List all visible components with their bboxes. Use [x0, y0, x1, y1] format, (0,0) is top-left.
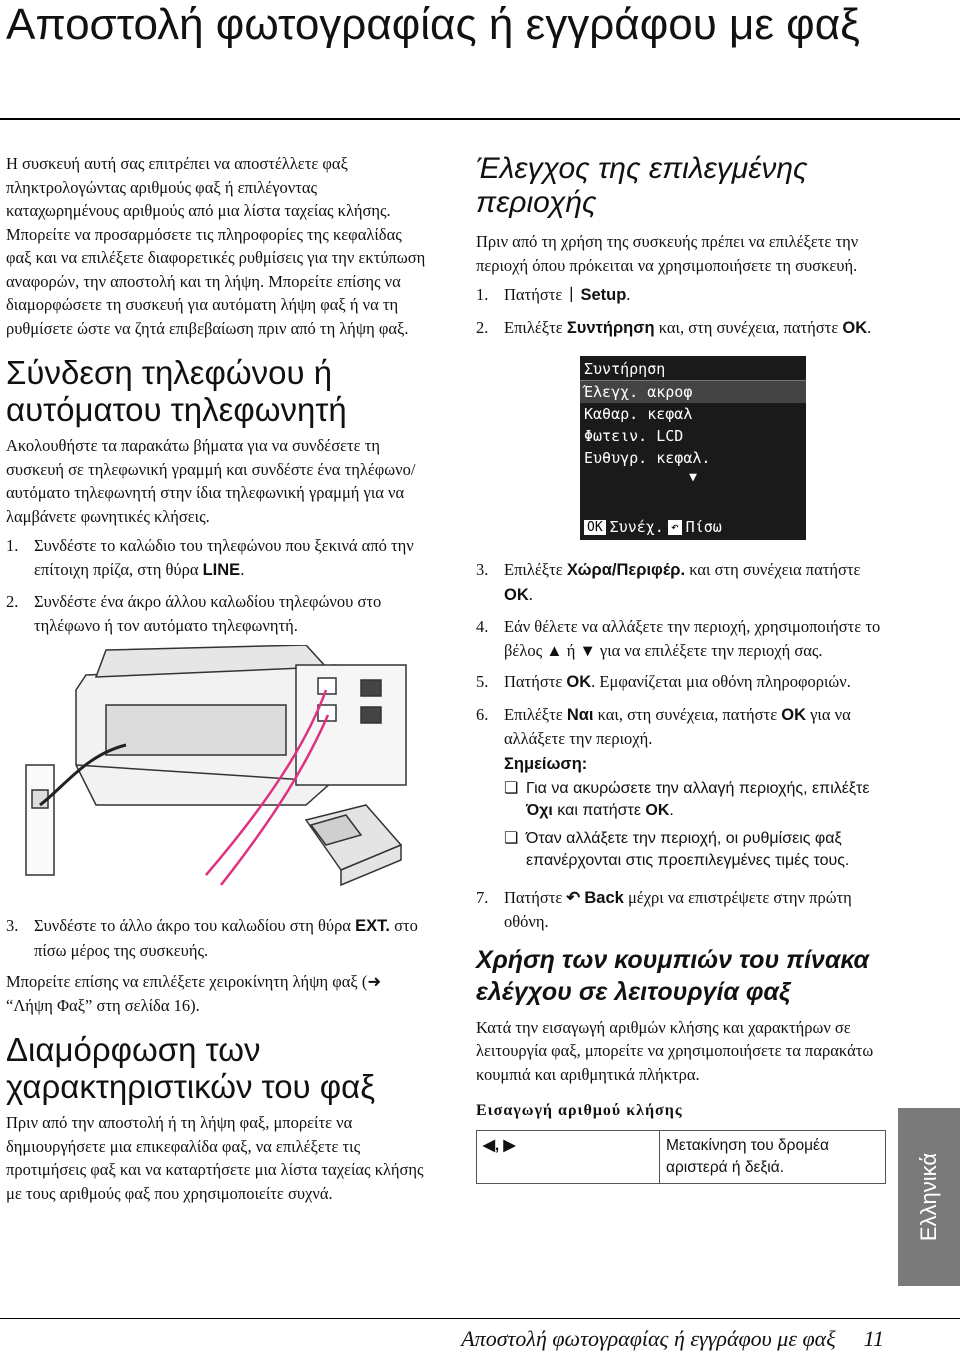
region-step-5 — [476, 670, 886, 695]
step-text: Συνδέστε το καλώδιο του τηλεφώνου που ξεκινά από την επίτοιχη πρίζα, στη θύρα LINE. — [34, 536, 414, 579]
footer-title: Αποστολή φωτογραφίας ή εγγράφου με φαξ — [461, 1326, 836, 1351]
page-title: Αποστολή φωτογραφίας ή εγγράφου με φαξ — [6, 0, 860, 49]
step-3 — [6, 914, 426, 962]
checkbox-bullet-icon: ❏ — [504, 779, 519, 797]
key-cell: ◀, ▶ — [477, 1131, 660, 1184]
heading-setup: Διαμόρφωση των χαρακτηριστικών του φαξ — [6, 1031, 376, 1105]
setup-paragraph: Πριν από την αποστολή ή τη λήψη φαξ, μπορείτε να δημιουργήσετε μια επικεφαλίδα φαξ, να επιλέξετε τις προτιμήσεις φαξ και να καταρτήσετε μια λίστα ταχείας κλήσης με τους αριθμούς φαξ που χρησιμοποιείτε συχνά. — [6, 1113, 424, 1203]
region-intro: Πριν από τη χρήση της συσκευής πρέπει να επιλέξετε την περιοχή όπου πρόκειται να χρησιμοποιήσετε τη συσκευή. — [476, 232, 859, 275]
region-step-7 — [476, 886, 886, 934]
bottom-rule — [0, 1318, 960, 1319]
step-text: Πατήστε OK. Εμφανίζεται μια οθόνη πληροφοριών. — [504, 672, 851, 691]
setup-icon: ᛁ — [566, 286, 577, 304]
intro-paragraph: Η συσκευή αυτή σας επιτρέπει να αποστέλλετε φαξ πληκτρολογώντας αριθμούς φαξ ή επιλέγοντας καταχωρημένους αριθμούς από μια λίστα ταχείας κλήσης. Μπορείτε να προσαρμόσετε τις πληροφορίες της κεφαλίδας φαξ και να επιλέξετε διαφορετικές ρυθμίσεις για την εκτύπωση αναφορών, την αποστολή και τη λήψη. Μπορείτε επίσης να διαμορφώσετε τη συσκευή για αυτόματη λήψη φαξ ή να τη ρυθμίσετε ώστε να ζητά επιβεβαίωση πριν από τη λήψη φαξ. — [6, 154, 426, 338]
step-number: 4. — [476, 617, 489, 636]
lcd-menu-item[interactable]: Ευθυγρ. κεφαλ. — [584, 449, 711, 467]
step-text: Συνδέστε ένα άκρο άλλου καλωδίου τηλεφώνου στο τηλέφωνο ή τον αυτόματο τηλεφωνητή. — [34, 592, 382, 635]
port-panel — [296, 665, 406, 785]
printer-connection-illustration — [6, 645, 426, 910]
lcd-menu-item[interactable]: Καθαρ. κεφαλ — [584, 405, 693, 423]
ok-label: Συνέχ. — [609, 518, 664, 536]
keys-table — [476, 1130, 886, 1184]
page-footer — [461, 1324, 884, 1354]
ok-key-icon: OK — [584, 520, 606, 535]
step-text: Επιλέξτε Ναι και, στη συνέχεια, πατήστε OK για να αλλάξετε την περιοχή. — [504, 704, 851, 748]
step-number: 1. — [476, 285, 489, 304]
region-step-6 — [476, 703, 886, 878]
step-text: Εάν θέλετε να αλλάξετε την περιοχή, χρησιμοποιήστε το βέλος ▲ ή ▼ για να επιλέξετε την περιοχή σας. — [504, 617, 881, 660]
description-cell: Μετακίνηση του δρομέα αριστερά ή δεξιά. — [660, 1131, 886, 1184]
step-2 — [6, 590, 426, 637]
note-item: ❏ Όταν αλλάξετε την περιοχή, οι ρυθμίσεις φαξ επανέρχονται στις προεπιλεγμένες τιμές τους. — [504, 828, 886, 872]
step-number: 3. — [6, 916, 19, 935]
lcd-menu-item[interactable]: Έλεγχ. ακροφ — [580, 381, 806, 403]
wall-socket-icon — [26, 765, 54, 875]
note-item: ❏ Για να ακυρώσετε την αλλαγή περιοχής, επιλέξτε Όχι και πατήστε OK. — [504, 778, 886, 822]
right-column — [476, 152, 886, 1184]
region-step-1 — [476, 283, 886, 308]
back-icon: ↶ — [566, 888, 581, 907]
step-text: Πατήστε ᛁ Setup. — [504, 285, 631, 304]
step-number: 2. — [476, 317, 489, 337]
lcd-screen — [580, 356, 806, 540]
step-1 — [6, 534, 426, 582]
step-text: Επιλέξτε Συντήρηση και, στη συνέχεια, πατήστε OK. — [504, 317, 872, 337]
connect-intro: Ακολουθήστε τα παρακάτω βήματα για να συνδέσετε τη συσκευή σε τηλεφωνική γραμμή και συνδέστε ένα τηλέφωνο/αυτόματο τηλεφωνητή στην ίδια τηλεφωνική γραμμή για να λαμβάνετε φωνητικές κλήσεις. — [6, 436, 416, 526]
region-step-3 — [476, 558, 886, 607]
language-label: Ελληνικά — [916, 1152, 941, 1242]
step-text: Συνδέστε το άλλο άκρο του καλωδίου στη θύρα EXT. στο πίσω μέρος της συσκευής. — [34, 916, 418, 960]
language-tab — [898, 1108, 960, 1286]
region-step-2 — [476, 316, 886, 341]
top-rule — [0, 118, 960, 120]
table-row — [477, 1131, 886, 1184]
heading-buttons: Χρήση των κουμπιών του πίνακα ελέγχου σε λειτουργία φαξ — [476, 945, 870, 1006]
step-number: 3. — [476, 560, 489, 579]
step-text: Πατήστε ↶ Back μέχρι να επιστρέψετε στην πρώτη οθόνη. — [504, 887, 852, 931]
manual-receive-note: Μπορείτε επίσης να επιλέξετε χειροκίνητη λήψη φαξ (➜ “Λήψη Φαξ” στη σελίδα 16). — [6, 972, 382, 1015]
step-text: Επιλέξτε Χώρα/Περιφέρ. και στη συνέχεια πατήστε OK. — [504, 560, 861, 604]
left-column — [6, 152, 426, 1211]
lcd-menu-item[interactable]: Φωτειν. LCD — [584, 427, 684, 445]
back-key-icon: ↶ — [668, 520, 682, 535]
page-number: 11 — [863, 1326, 884, 1351]
step-number: 2. — [6, 592, 19, 611]
step-number: 7. — [476, 887, 489, 907]
heading-region: Έλεγχος της επιλεγμένης περιοχής — [476, 152, 808, 219]
subheading-dial: Εισαγωγή αριθμού κλήσης — [476, 1102, 683, 1119]
scroll-down-icon: ▼ — [689, 470, 697, 485]
heading-connect: Σύνδεση τηλεφώνου ή αυτόματου τηλεφωνητή — [6, 354, 347, 428]
region-step-4 — [476, 615, 886, 662]
note-title: Σημείωση: — [504, 754, 588, 773]
step-number: 1. — [6, 536, 19, 555]
telephone-icon — [306, 805, 401, 885]
step-number: 6. — [476, 704, 489, 724]
buttons-intro: Κατά την εισαγωγή αριθμών κλήσης και χαρακτήρων σε λειτουργία φαξ, μπορείτε να χρησιμοποιήσετε τα παρακάτω κουμπιά και αριθμητικά πλήκτρα. — [476, 1017, 874, 1084]
lcd-footer — [584, 518, 802, 536]
back-label: Πίσω — [685, 518, 722, 536]
checkbox-bullet-icon: ❏ — [504, 829, 519, 847]
lcd-header: Συντήρηση — [580, 358, 806, 381]
step-body — [504, 703, 886, 878]
arrow-right-icon: ➜ — [367, 972, 382, 991]
step-number: 5. — [476, 672, 489, 691]
